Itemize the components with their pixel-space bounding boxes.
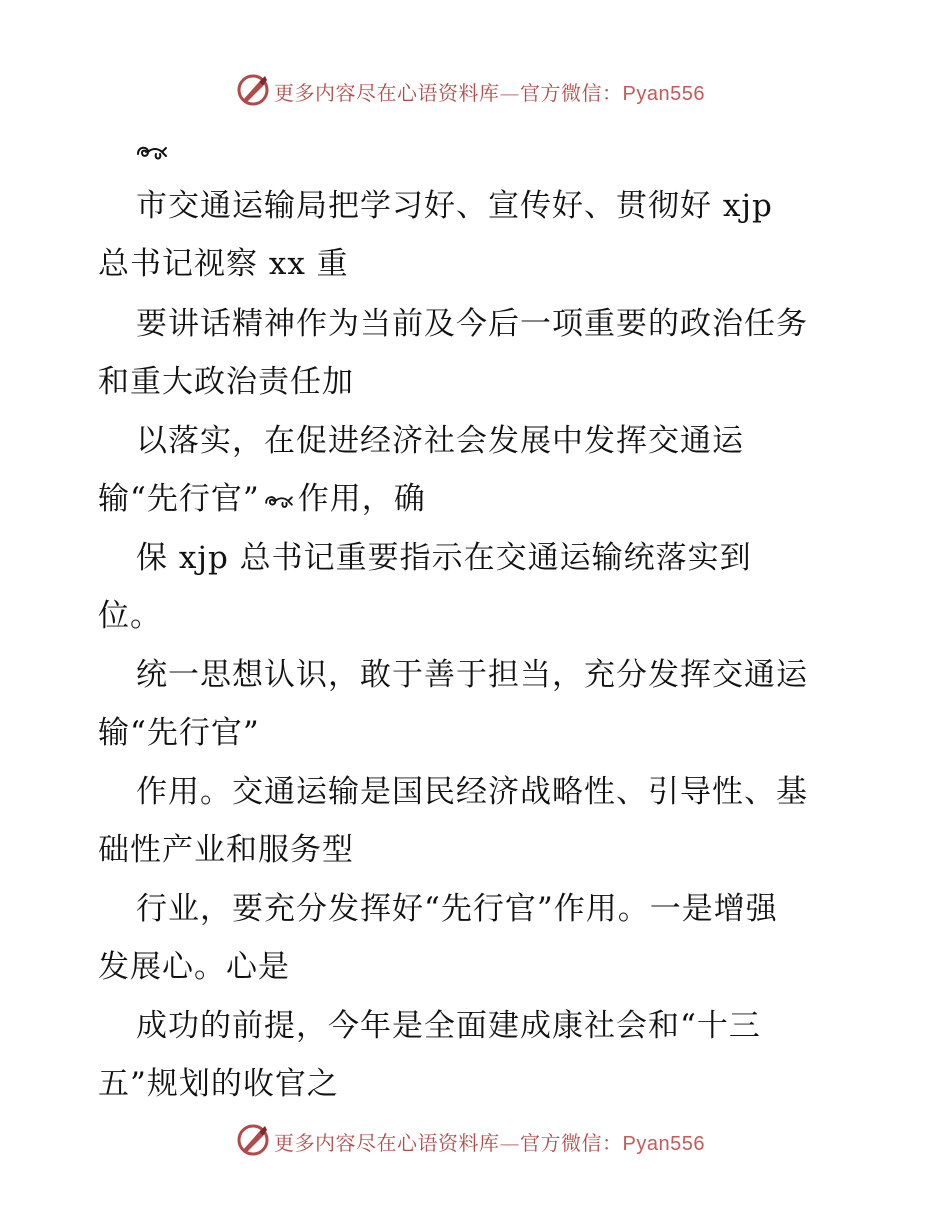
text-line: 保 xjp 总书记重要指示在交通运输统落实到	[136, 540, 752, 576]
text-line: 要讲话精神作为当前及今后一项重要的政治任务	[136, 306, 808, 342]
text-line: 作用。交通运输是国民经济战略性、引导性、基	[136, 774, 808, 810]
text-line: 总书记视察 xx 重	[98, 246, 349, 282]
pen-logo-icon	[235, 72, 271, 108]
text-line: 以落实，在促进经济社会发展中发挥交通运	[136, 423, 744, 459]
text-line: 统一思想认识，敢于善于担当，充分发挥交通运	[136, 657, 808, 693]
text-line: 市交通运输局把学习好、宣传好、贯彻好 xjp	[136, 188, 773, 224]
footer-banner	[0, 1120, 950, 1160]
flourish-icon	[260, 490, 298, 512]
text-line: 础性产业和服务型	[98, 832, 354, 868]
text-line: 成功的前提，今年是全面建成康社会和“十三	[136, 1008, 761, 1044]
text-line: 五”规划的收官之	[98, 1066, 339, 1102]
flourish-icon	[134, 140, 170, 164]
text-line: 发展心。心是	[98, 949, 290, 985]
text-line: 输“先行官”	[98, 715, 260, 751]
text-line: 和重大政治责任加	[98, 364, 354, 400]
header-banner	[0, 70, 950, 110]
text-line: 输“先行官” 作用，确	[98, 481, 426, 517]
pen-logo-icon	[235, 1122, 271, 1158]
banner-text: 更多内容尽在心语资料库—官方微信：Pyan556	[274, 81, 705, 105]
text-line: 行业，要充分发挥好“先行官”作用。一是增强	[136, 891, 778, 927]
banner-text: 更多内容尽在心语资料库—官方微信：Pyan556	[274, 1131, 705, 1155]
text-line: 位。	[98, 598, 162, 634]
